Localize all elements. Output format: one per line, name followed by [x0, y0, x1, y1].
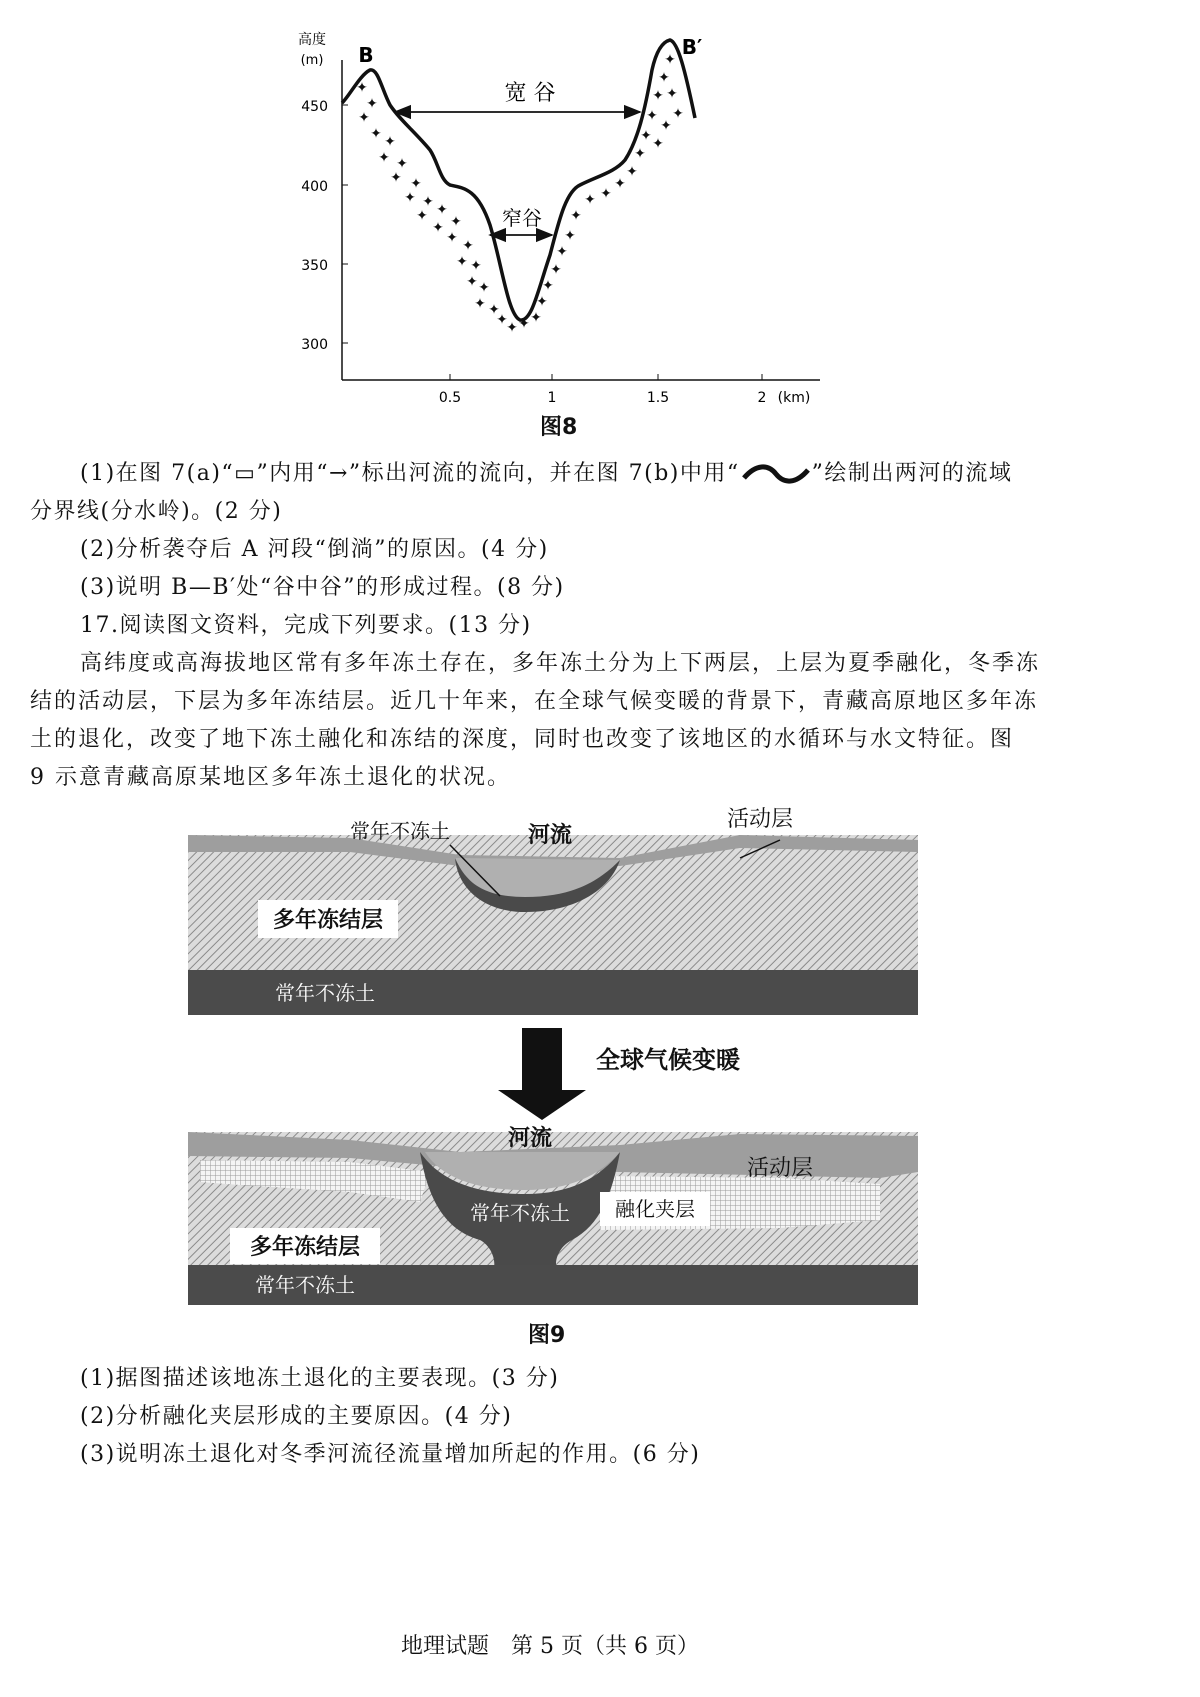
q17-para-line3: 土的退化，改变了地下冻土融化和冻结的深度，同时也改变了该地区的水循环与水文特征。图 — [30, 727, 1015, 752]
svg-text:✦: ✦ — [584, 192, 596, 208]
svg-text:✦: ✦ — [432, 220, 444, 236]
svg-text:✦: ✦ — [556, 244, 568, 260]
label-active-layer-bottom: 活动层 — [746, 1156, 814, 1181]
svg-text:✦: ✦ — [658, 70, 670, 86]
svg-text:✦: ✦ — [570, 208, 582, 224]
x-axis-unit: (km) — [777, 390, 811, 406]
svg-text:✦: ✦ — [356, 80, 368, 96]
svg-text:✦: ✦ — [506, 320, 518, 336]
label-unfrozen-center: 常年不冻土 — [470, 1201, 570, 1225]
figure-8-caption: 图8 — [540, 415, 578, 440]
narrow-valley-label: 窄谷 — [502, 206, 542, 230]
label-active-layer-top: 活动层 — [726, 807, 794, 832]
svg-text:✦: ✦ — [488, 302, 500, 318]
svg-text:✦: ✦ — [652, 136, 664, 152]
svg-text:✦: ✦ — [518, 316, 530, 332]
q17-q3: (3)说明冻土退化对冬季河流径流量增加所起的作用。(6 分) — [80, 1442, 701, 1467]
q17-para-line1: 高纬度或高海拔地区常有多年冻土存在，多年冻土分为上下两层，上层为夏季融化，冬季冻 — [80, 651, 1041, 676]
svg-text:✦: ✦ — [646, 108, 658, 124]
svg-text:✦: ✦ — [536, 294, 548, 310]
y-axis-title: 高度 — [298, 32, 326, 48]
svg-text:✦: ✦ — [358, 110, 370, 126]
y-ticks — [301, 99, 348, 353]
svg-text:✦: ✦ — [660, 118, 672, 134]
svg-text:✦: ✦ — [600, 186, 612, 202]
page-footer: 地理试题 第 5 页（共 6 页） — [401, 1634, 699, 1659]
svg-text:✦: ✦ — [470, 258, 482, 274]
x-tick-2: 2 — [757, 390, 767, 406]
svg-text:✦: ✦ — [370, 126, 382, 142]
label-bottom-unfrozen-top: 常年不冻土 — [275, 981, 375, 1005]
svg-text:✦: ✦ — [550, 262, 562, 278]
svg-text:✦: ✦ — [652, 88, 664, 104]
y-axis-unit: (m) — [300, 53, 324, 68]
svg-text:✦: ✦ — [416, 208, 428, 224]
svg-text:✦: ✦ — [436, 202, 448, 218]
svg-text:✦: ✦ — [422, 194, 434, 210]
svg-text:✦: ✦ — [384, 134, 396, 150]
x-tick-1.5: 1.5 — [646, 390, 670, 406]
down-arrow-icon — [498, 1028, 586, 1120]
panel-after-warming — [188, 1125, 918, 1305]
svg-text:✦: ✦ — [530, 310, 542, 326]
q17-para-line4: 9 示意青藏高原某地区多年冻土退化的状况。 — [30, 765, 511, 790]
svg-text:✦: ✦ — [446, 230, 458, 246]
wave-line-icon — [740, 462, 812, 486]
x-ticks — [439, 374, 767, 406]
svg-text:✦: ✦ — [542, 278, 554, 294]
figure-9-caption: 图9 — [528, 1323, 566, 1348]
label-b-prime: B′ — [681, 35, 703, 59]
svg-text:✦: ✦ — [366, 96, 378, 112]
label-thaw-layer: 融化夹层 — [615, 1197, 695, 1221]
label-permafrost-bottom: 多年冻结层 — [249, 1235, 361, 1260]
q17-q1: (1)据图描述该地冻土退化的主要表现。(3 分) — [80, 1366, 560, 1391]
svg-text:✦: ✦ — [672, 106, 684, 122]
label-b: B — [358, 43, 374, 67]
q16-q3: (3)说明 B—B′处“谷中谷”的形成过程。(8 分) — [80, 575, 565, 600]
x-tick-1: 1 — [547, 390, 557, 406]
svg-text:✦: ✦ — [474, 296, 486, 312]
label-river-bottom: 河流 — [507, 1126, 553, 1151]
q17-para-line2: 结的活动层，下层为多年冻结层。近几十年来，在全球气候变暖的背景下，青藏高原地区多年冻 — [30, 689, 1039, 714]
y-tick-400: 400 — [301, 179, 328, 195]
svg-text:✦: ✦ — [614, 176, 626, 192]
svg-text:✦: ✦ — [462, 238, 474, 254]
panel-before-warming — [188, 807, 918, 1015]
svg-text:✦: ✦ — [664, 52, 676, 68]
wide-valley-label: 宽 谷 — [504, 81, 556, 106]
svg-text:✦: ✦ — [634, 146, 646, 162]
label-unfrozen-top: 常年不冻土 — [350, 819, 450, 843]
figure-9-permafrost-diagram — [180, 800, 940, 1320]
label-permafrost-top: 多年冻结层 — [272, 908, 384, 933]
q17-heading: 17.阅读图文资料，完成下列要求。(13 分) — [80, 613, 532, 638]
svg-text:✦: ✦ — [666, 86, 678, 102]
svg-text:✦: ✦ — [564, 228, 576, 244]
svg-text:✦: ✦ — [404, 190, 416, 206]
q16-q2: (2)分析袭夺后 A 河段“倒淌”的原因。(4 分) — [80, 537, 549, 562]
y-tick-450: 450 — [301, 99, 328, 115]
x-tick-0.5: 0.5 — [438, 390, 462, 406]
y-tick-350: 350 — [301, 258, 328, 274]
svg-text:✦: ✦ — [466, 274, 478, 290]
svg-text:✦: ✦ — [478, 280, 490, 296]
svg-text:✦: ✦ — [390, 170, 402, 186]
svg-text:✦: ✦ — [496, 312, 508, 328]
q16-q1-line1: (1)在图 7(a)“▭”内用“→”标出河流的流向，并在图 7(b)中用“ ”绘制出两河的流域 — [80, 461, 1013, 486]
y-tick-300: 300 — [301, 337, 328, 353]
svg-text:✦: ✦ — [640, 128, 652, 144]
svg-text:✦: ✦ — [378, 150, 390, 166]
figure-8-valley-profile — [280, 20, 860, 440]
svg-text:✦: ✦ — [396, 156, 408, 172]
q17-q2: (2)分析融化夹层形成的主要原因。(4 分) — [80, 1404, 513, 1429]
svg-text:✦: ✦ — [450, 214, 462, 230]
svg-text:✦: ✦ — [456, 254, 468, 270]
label-global-warming: 全球气候变暖 — [596, 1046, 740, 1074]
label-bottom-unfrozen-bottom: 常年不冻土 — [255, 1273, 355, 1297]
svg-text:✦: ✦ — [626, 164, 638, 180]
svg-text:✦: ✦ — [410, 176, 422, 192]
q16-q1-line2: 分界线(分水岭)。(2 分) — [30, 499, 283, 524]
label-river-top: 河流 — [527, 823, 573, 848]
